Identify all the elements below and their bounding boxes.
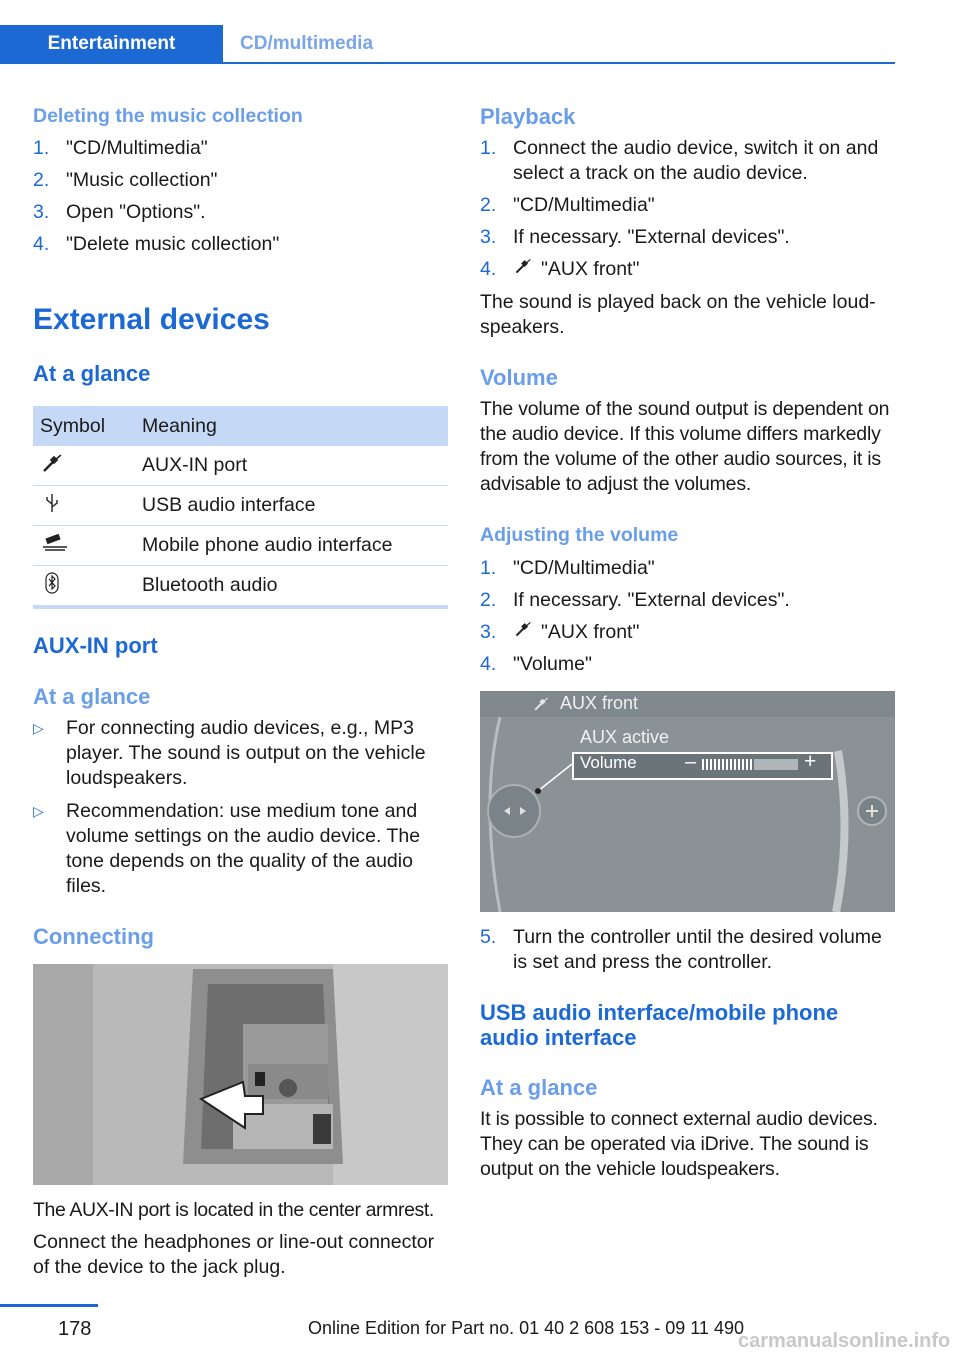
- adjusting-steps: [480, 556, 896, 684]
- list-item: 3. Open "Options".: [33, 201, 206, 223]
- aux-plug-icon: [513, 257, 541, 282]
- bluetooth-icon: [40, 577, 64, 599]
- meaning-cell: Mobile phone audio interface: [135, 526, 448, 566]
- list-item: 1. "CD/Multimedia": [33, 137, 208, 159]
- screen-title: AUX front: [560, 693, 639, 713]
- footer-rule: [0, 1304, 98, 1307]
- list-item: 1. Connect the audio device, switch it on and select a track on the audio device.: [480, 137, 879, 184]
- list-item: 4. "Delete music collection": [33, 233, 280, 255]
- at-a-glance-heading-3: At a glance: [480, 1075, 598, 1100]
- volume-text: The volume of the sound output is dependent on the audio device. If this volume differs markedly from the volume of the other audio sources, it is advisable to adjust the volumes.: [480, 398, 890, 495]
- external-devices-heading: External devices: [33, 303, 270, 336]
- screen-status: AUX active: [580, 727, 670, 747]
- playback-steps: [480, 136, 896, 289]
- volume-heading: Volume: [480, 365, 558, 390]
- volume-label: Volume: [580, 753, 637, 772]
- symbol-table: [33, 406, 448, 609]
- tab-entertainment[interactable]: Entertainment: [0, 25, 223, 62]
- usb-icon: [40, 497, 64, 519]
- list-item: 1. "CD/Multimedia": [480, 557, 655, 579]
- list-item: 3. "AUX front": [480, 621, 640, 643]
- idrive-screen: [480, 691, 895, 912]
- adjusting-heading: Adjusting the volume: [480, 524, 679, 546]
- deleting-steps: [33, 136, 448, 264]
- usb-text: It is possible to connect external audio devices. They can be operated via iDrive. The sound is output on the vehicle loudspeakers.: [480, 1108, 878, 1180]
- col-meaning: Meaning: [135, 406, 448, 446]
- step-5-list: [480, 925, 900, 982]
- caption-location: The AUX-IN port is located in the center armrest.: [33, 1199, 434, 1221]
- caption-connect: Connect the headphones or line-out connector of the device to the jack plug.: [33, 1231, 435, 1278]
- watermark: carmanualsonline.info: [738, 1330, 951, 1352]
- armrest-photo: [33, 964, 448, 1185]
- list-item: 4. "Volume": [480, 653, 592, 675]
- phone-cradle-icon: [40, 537, 70, 559]
- volume-plus[interactable]: +: [804, 750, 817, 773]
- table-row: [33, 566, 448, 608]
- edition-text: Online Edition for Part no. 01 40 2 608 153 - 09 11 490: [308, 1318, 744, 1338]
- meaning-cell: USB audio interface: [135, 486, 448, 526]
- screen-decorations: [480, 691, 895, 912]
- list-item: ▷ For connecting audio devices, e.g., MP3 player. The sound is output on the vehicle loudspeakers.: [33, 717, 426, 789]
- aux-bullets: [33, 716, 448, 906]
- at-a-glance-heading: At a glance: [33, 361, 151, 386]
- page-number: 178: [58, 1318, 92, 1340]
- deleting-heading: Deleting the music collection: [33, 105, 303, 127]
- list-item: ▷ Recommendation: use medium tone and volume settings on the audio device. The tone depends on the quality of the audio files.: [33, 800, 421, 897]
- aux-plug-icon: [513, 620, 541, 645]
- list-item: 2. "CD/Multimedia": [480, 194, 655, 216]
- list-item: 5. Turn the controller until the desired volume is set and press the controller.: [480, 926, 882, 973]
- list-item: 2. "Music collection": [33, 169, 218, 191]
- tab-cd-multimedia[interactable]: CD/multimedia: [240, 32, 374, 54]
- connecting-heading: Connecting: [33, 924, 154, 949]
- playback-text: The sound is played back on the vehicle loudspeakers.: [480, 291, 876, 338]
- meaning-cell: Bluetooth audio: [135, 566, 448, 608]
- table-row: [33, 526, 448, 566]
- list-item: 2. If necessary. "External devices".: [480, 589, 790, 611]
- col-symbol: Symbol: [33, 406, 135, 446]
- list-item: 3. If necessary. "External devices".: [480, 226, 790, 248]
- list-item: 4. "AUX front": [480, 258, 640, 280]
- meaning-cell: AUX-IN port: [135, 446, 448, 486]
- playback-heading: Playback: [480, 104, 576, 129]
- aux-in-heading: AUX-IN port: [33, 633, 158, 658]
- table-row: [33, 446, 448, 486]
- usb-heading: USB audio interface/mobile phone audio interface: [480, 1000, 839, 1050]
- volume-minus[interactable]: –: [685, 751, 697, 773]
- at-a-glance-heading-2: At a glance: [33, 684, 151, 709]
- table-row: [33, 486, 448, 526]
- aux-plug-icon: [40, 457, 64, 479]
